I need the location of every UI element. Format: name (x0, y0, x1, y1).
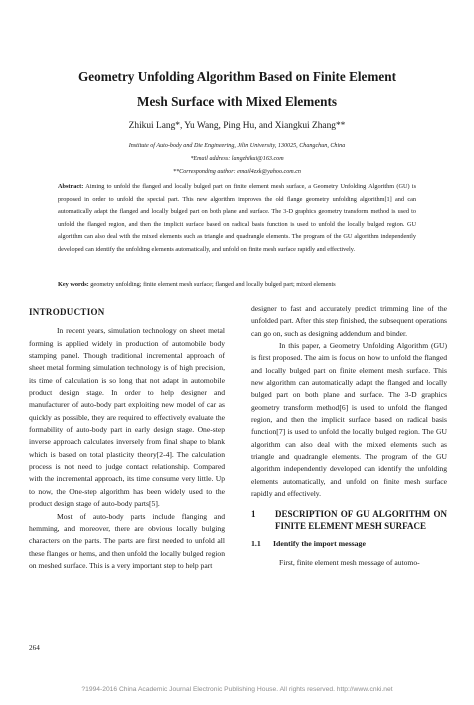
section-1-heading (251, 508, 447, 533)
right-paragraph-1: designer to fast and accurately predict trimming line of the unfolded part. After this step finished, the subsequent operations can go on, such as designing addendum and binder. (251, 304, 447, 338)
subsection-title: Identify the import message (273, 539, 366, 549)
subsection-number: 1.1 (251, 539, 261, 549)
right-paragraph-3: First, finite element mesh message of automo- (279, 557, 420, 567)
author-list: Zhikui Lang*, Yu Wang, Ping Hu, and Xiangkui Zhang** (128, 121, 346, 131)
affiliation-corresponding: **Corresponding author: email4zxk@yahoo.com.cn (173, 169, 301, 175)
right-column (251, 303, 447, 569)
section-1-title: DESCRIPTION OF GU ALGORITHM ON FINITE ELEMENT MESH SURFACE (275, 508, 447, 531)
subsection-1-1-heading (251, 538, 447, 550)
affiliation-email: *Email address: langzhikui@163.com (190, 156, 284, 162)
keywords-label: Key words: (58, 281, 89, 288)
keywords-block (58, 281, 428, 288)
intro-paragraph-2: Most of auto-body parts include flanging and hemming, and moreover, there are obvious locally bulging characters on the parts. The parts are first needed to unfold all these flanges or hems, and then unfold the locally bulged region on meshed surface. This is a very important step to help part (29, 511, 225, 570)
affiliation-institute: Institute of Auto-body and Die Engineering, Jilin University, 130025, Changchun, China (128, 143, 346, 149)
abstract-block (58, 181, 416, 257)
title-line-2: Mesh Surface with Mixed Elements (137, 94, 337, 109)
keywords-text: geometry unfolding; finite element mesh surface; flanged and locally bulged part; mixed elements (90, 281, 336, 288)
title-line-1: Geometry Unfolding Algorithm Based on Finite Element (78, 69, 396, 84)
abstract-text: Aiming to unfold the flanged and locally bulged part on finite element mesh surface, a Geometry Unfolding Algorithm (GU) is proposed in order to unfold the special part. This new algorithm improves the old flange geometry unfolding algorithm[1] and can automatically adapt the flanged and locally bulged part on both plane and surface. The 3-D graphics geometry transform method is used to unfold the flanged region, and then the implicit surface based on radical basis function is used to unfold the locally bulged region. GU algorithm can also deal with the mixed elements such as triangle and quadrangle elements. The program of the GU algorithm independently developed can identify the unfolding elements automatically, and unfold on finite mesh surface rapidly and effectively. (58, 183, 417, 253)
introduction-heading: INTRODUCTION (29, 307, 105, 317)
left-column (29, 303, 225, 572)
copyright-footer: ?1994-2016 China Academic Journal Electronic Publishing House. All rights reserved. http://www.cnki.net (81, 686, 393, 693)
section-1-number: 1 (251, 508, 256, 519)
page-number: 264 (29, 644, 40, 652)
intro-paragraph-1: In recent years, simulation technology on sheet metal forming is applied widely in production of automobile body stamping panel. Though traditional incremental approach of sheet metal forming simulation technology is of high precision, its time of calculation is so long that not adapt in automobile product design stage. In order to help designer and manufacturer of auto-body part exploiting new model of car as quickly as possible, they are required to effectively evaluate the formability of auto-body part in early design stage. One-step inverse approach calculates inversely from final shape to blank which is based on total plasticity theory[2-4]. The calculation process is not need to judge contact relationship. Compared with the incremental approach, its time consume very little. Up to now, the One-step algorithm has been widely used to the product design stage of auto-body parts[5]. (29, 326, 225, 509)
right-paragraph-2: In this paper, a Geometry Unfolding Algorithm (GU) is first proposed. The aim is focus on how to unfold the flanged and locally bulged part on finite element mesh surface. This new algorithm can automatically adapt the flanged and locally bulged part on both plane and surface. The 3-D graphics geometry transform method[6] is used to unfold the flanged region, and then the implicit surface based on radical basis function[7] is used to unfold the locally bulged region. The GU algorithm can also deal with the mixed elements such as triangle and quadrangle elements. The program of the GU algorithm independently developed can identify the unfolding elements automatically, and unfold on finite mesh surface rapidly and effectively. (251, 341, 447, 499)
abstract-label: Abstract: (58, 183, 84, 190)
spacer (251, 501, 447, 506)
paper-title (30, 64, 444, 114)
